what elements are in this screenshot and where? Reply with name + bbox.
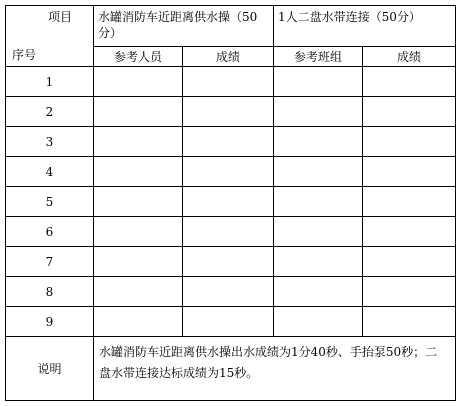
table-border-right <box>455 5 456 401</box>
column-divider <box>182 46 183 337</box>
col-team-header: 参考班组 <box>293 49 342 64</box>
event1-title: 水罐消防车近距离供水操（50分） <box>98 10 258 40</box>
notes-text: 水罐消防车近距离供水操出水成绩为1分40秒、手抬泵50秒；二盘水带连接达标成绩为15秒。 <box>99 345 438 380</box>
row-index: 6 <box>45 224 54 239</box>
row-index: 1 <box>45 74 54 89</box>
row-index: 4 <box>45 164 54 179</box>
row-index: 3 <box>45 134 54 149</box>
col-participant-header: 参考人员 <box>113 49 162 64</box>
column-divider <box>362 46 363 337</box>
row-index: 5 <box>45 194 54 209</box>
col-score2-header: 成绩 <box>396 49 421 64</box>
table-border-bottom <box>5 400 456 401</box>
index-label: 序号 <box>12 48 37 62</box>
event2-title: 1人二盘水带连接（50分） <box>278 10 421 24</box>
row-index: 7 <box>45 254 54 269</box>
notes-label: 说明 <box>37 361 62 376</box>
row-index: 8 <box>45 284 54 299</box>
project-label: 项目 <box>47 10 72 24</box>
row-index: 2 <box>45 104 54 119</box>
row-index: 9 <box>45 314 54 329</box>
table-border-top <box>5 5 456 6</box>
col-score1-header: 成绩 <box>215 49 240 64</box>
